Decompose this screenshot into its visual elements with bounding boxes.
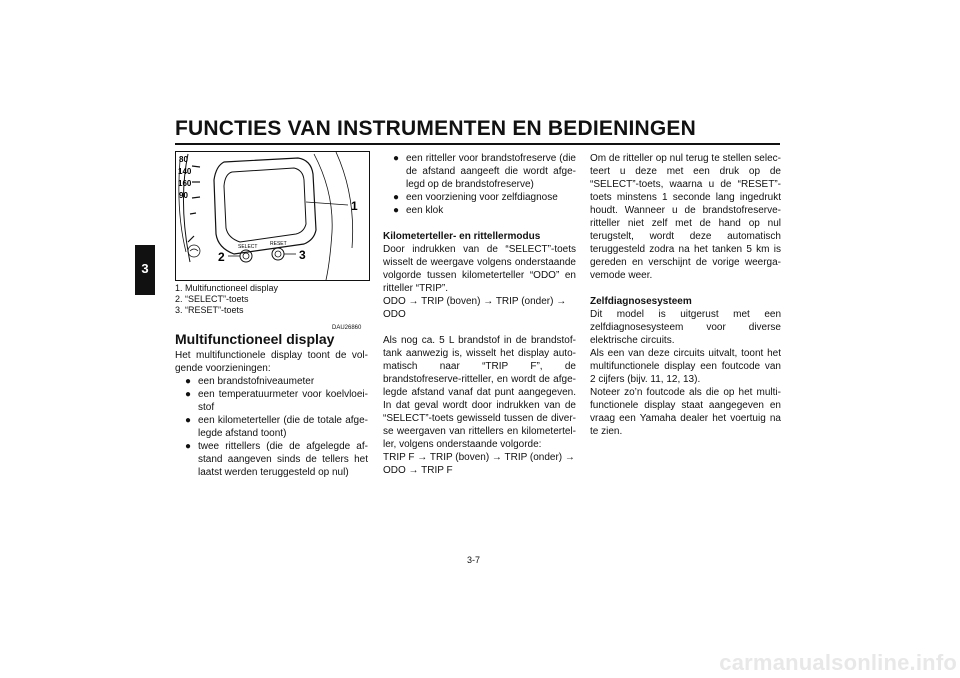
figure-caption	[175, 283, 278, 316]
feature-list-continued	[393, 152, 576, 217]
paragraph: Als nog ca. 5 L brandstof in de brandstoftank aanwezig is, wisselt het display automatisch naar “TRIP F”, de brandstofreserve-ritteller, en wordt de afgelegde afstand vanaf dat punt aangegeven. In dat geval wordt door indrukken van de “SELECT”-toets gewisseld tussen de diverse weergaven van rittellers en kilometerteller, volgens onderstaande volgorde:	[383, 335, 576, 450]
section-tab-number: 3	[141, 261, 149, 276]
header-rule	[175, 143, 780, 145]
speed-label: 80	[179, 155, 188, 164]
document-code: DAU26860	[332, 325, 362, 331]
paragraph: Noteer zo’n foutcode als die op het multifunctionele display staat aangegeven en vraag een Yamaha dealer het voertuig na te zien.	[590, 387, 781, 437]
section-intro: Het multifunctionele display toont de volgende voorzieningen:	[175, 350, 368, 374]
feature-list	[185, 375, 368, 479]
speed-label: 140	[178, 167, 192, 176]
subsection-title: Zelfdiagnosesysteem	[590, 296, 692, 307]
section-title: Multifunctioneel display	[175, 331, 335, 347]
caption-line: 2. “SELECT”-toets	[175, 294, 249, 304]
list-item: ● een brandstofniveaumeter	[185, 376, 315, 387]
paragraph: Dit model is uitgerust met een zelfdiagnosesysteem voor diverse elektrische circuits.	[590, 309, 781, 346]
bullet-icon: ●	[393, 192, 400, 203]
reset-button-label: RESET	[270, 241, 287, 247]
callout-number: 1	[351, 199, 358, 213]
bullet-icon: ●	[393, 205, 400, 216]
list-item: ● twee rittellers (die de afgelegde afstand aangeven sinds de tellers het laatst werden teruggesteld op nul)	[185, 441, 368, 478]
select-button-label: SELECT	[238, 244, 258, 250]
column-middle	[383, 152, 576, 477]
caption-line: 3. “RESET”-toets	[175, 305, 244, 315]
subsection-title: Kilometerteller- en rittellermodus	[383, 231, 541, 242]
caption-line: 1. Multifunctioneel display	[175, 283, 279, 293]
column-left	[175, 330, 368, 479]
paragraph: Om de ritteller op nul terug te stellen selecteert u deze met een druk op de “SELECT”-toets, waarna u de “RESET”-toets minstens 1 seconde lang ingedrukt houdt. Wanneer u de brandstofreserve-ritteller niet zelf met de hand op nul terugstelt, wordt deze automatisch teruggesteld zodra na het tanken 5 km is gereden en verschijnt de vorige weergavemode weer.	[590, 153, 781, 281]
paragraph: Als een van deze circuits uitvalt, toont het multifunctionele display een foutcode van 2 cijfers (bijv. 11, 12, 13).	[590, 348, 781, 385]
speed-label: 160	[178, 179, 192, 188]
callout-number: 2	[218, 250, 225, 264]
bullet-icon: ●	[185, 415, 192, 426]
column-right	[590, 152, 781, 438]
bullet-icon: ●	[393, 153, 400, 164]
instrument-panel-illustration	[175, 151, 370, 281]
speed-label: 90	[179, 191, 188, 200]
mode-sequence: ODO → TRIP (boven) → TRIP (onder) → ODO	[383, 296, 567, 320]
list-item: ● een ritteller voor brandstofreserve (die de afstand aangeeft die wordt afgelegd op de brandstofreserve)	[393, 153, 576, 190]
mode-sequence: TRIP F → TRIP (boven) → TRIP (onder) → ODO → TRIP F	[383, 452, 575, 476]
watermark: carmanualsonline.info	[719, 650, 957, 675]
bullet-icon: ●	[185, 376, 192, 387]
page-number: 3-7	[467, 555, 481, 565]
bullet-icon: ●	[185, 441, 192, 452]
page-header-title: FUNCTIES VAN INSTRUMENTEN EN BEDIENINGEN	[175, 117, 696, 140]
list-item: ● een voorziening voor zelfdiagnose	[393, 192, 558, 203]
list-item: ● een temperatuurmeter voor koelvloeistof	[185, 389, 368, 413]
list-item: ● een klok	[393, 205, 444, 216]
callout-number: 3	[299, 248, 306, 262]
bullet-icon: ●	[185, 389, 192, 400]
paragraph: Door indrukken van de “SELECT”-toets wisselt de weergave volgens onderstaande volgorde tussen kilometerteller “ODO” en ritteller “TRIP”.	[383, 244, 576, 294]
list-item: ● een kilometerteller (die de totale afgelegde afstand toont)	[185, 415, 368, 439]
